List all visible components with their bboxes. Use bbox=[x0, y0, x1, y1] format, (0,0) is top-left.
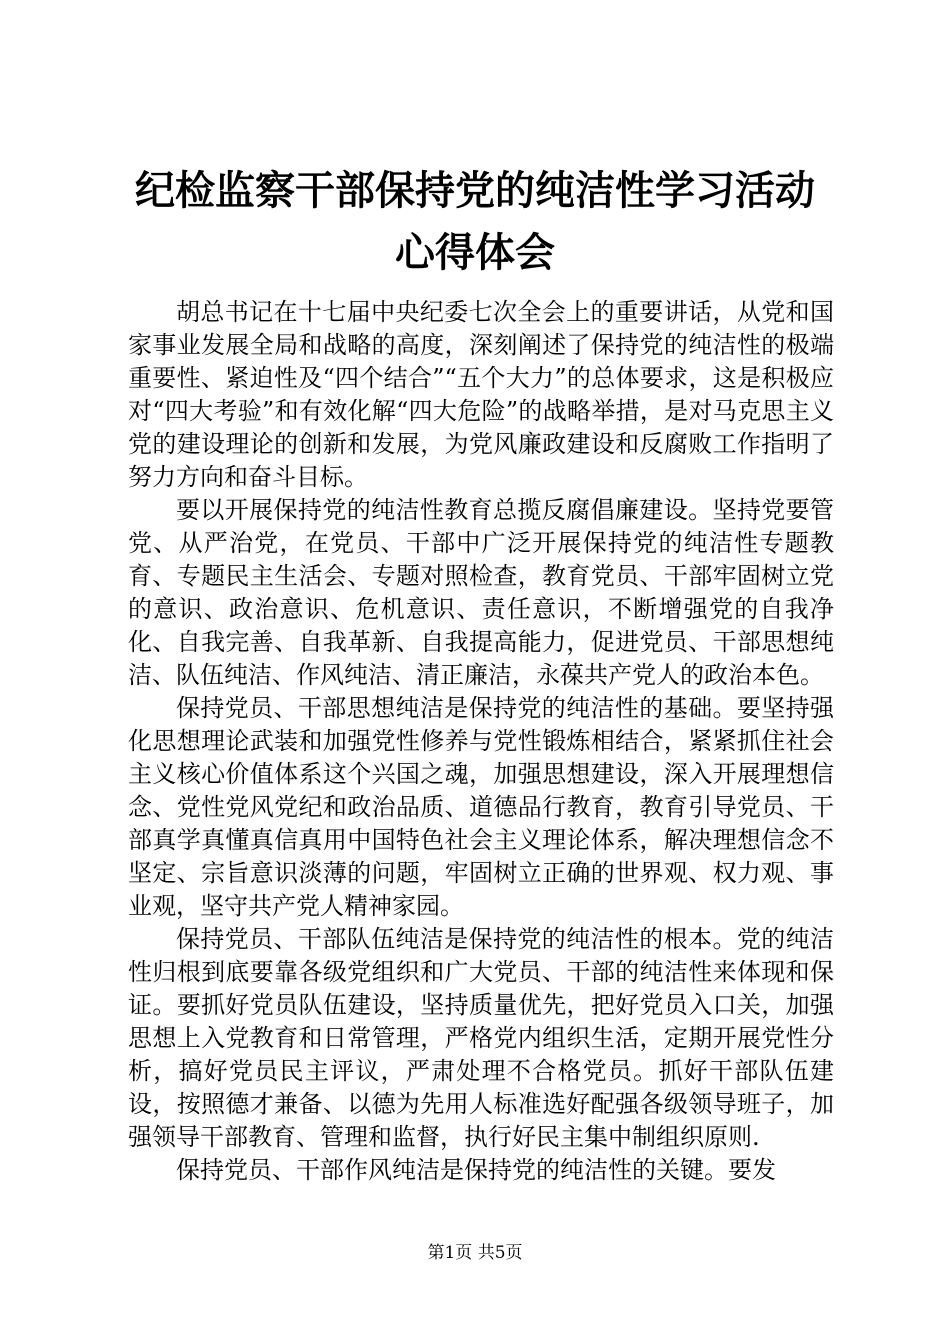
paragraph: 胡总书记在十七届中央纪委七次全会上的重要讲话，从党和国家事业发展全局和战略的高度，深刻阐述了保持党的纯洁性的极端重要性、紧迫性及“四个结合”“五个大力”的总体要求，这是积极应对“四大考验”和有效化解“四大危险”的战略举措，是对马克思主义党的建设理论的创新和发展，为党风廉政建设和反腐败工作指明了努力方向和奋斗目标。 bbox=[128, 298, 834, 491]
paragraph: 保持党员、干部作风纯洁是保持党的纯洁性的关键。要发 bbox=[176, 1156, 776, 1184]
page-number: 第1页 共5页 bbox=[427, 1243, 523, 1263]
document-title: 纪检监察干部保持党的纯洁性学习活动心得体会 bbox=[135, 167, 815, 276]
paragraph: 保持党员、干部思想纯洁是保持党的纯洁性的基础。要坚持强化思想理论武装和加强党性修养与党性锻炼相结合，紧紧抓住社会主义核心价值体系这个兴国之魂，加强思想建设，深入开展理想信念、党性党风党纪和政治品质、道德品行教育，教育引导党员、干部真学真懂真信真用中国特色社会主义理论体系，解决理想信念不坚定、宗旨意识淡薄的问题，牢固树立正确的世界观、权力观、事业观，坚守共产党人精神家园。 bbox=[128, 694, 834, 920]
paragraph: 保持党员、干部队伍纯洁是保持党的纯洁性的根本。党的纯洁性归根到底要靠各级党组织和广大党员、干部的纯洁性来体现和保证。要抓好党员队伍建设，坚持质量优先，把好党员入口关，加强思想上入党教育和日常管理，严格党内组织生活，定期开展党性分析，搞好党员民主评议，严肃处理不合格党员。抓好干部队伍建设，按照德才兼备、以德为先用人标准选好配强各级领导班子，加强领导干部教育、管理和监督，执行好民主集中制组织原则. bbox=[128, 925, 834, 1151]
paragraph: 要以开展保持党的纯洁性教育总揽反腐倡廉建设。坚持党要管党、从严治党，在党员、干部中广泛开展保持党的纯洁性专题教育、专题民主生活会、专题对照检查，教育党员、干部牢固树立党的意识、政治意识、危机意识、责任意识，不断增强党的自我净化、自我完善、自我革新、自我提高能力，促进党员、干部思想纯洁、队伍纯洁、作风纯洁、清正廉洁，永葆共产党人的政治本色。 bbox=[128, 496, 834, 689]
page-footer bbox=[0, 1242, 950, 1264]
document-body bbox=[128, 296, 834, 1187]
